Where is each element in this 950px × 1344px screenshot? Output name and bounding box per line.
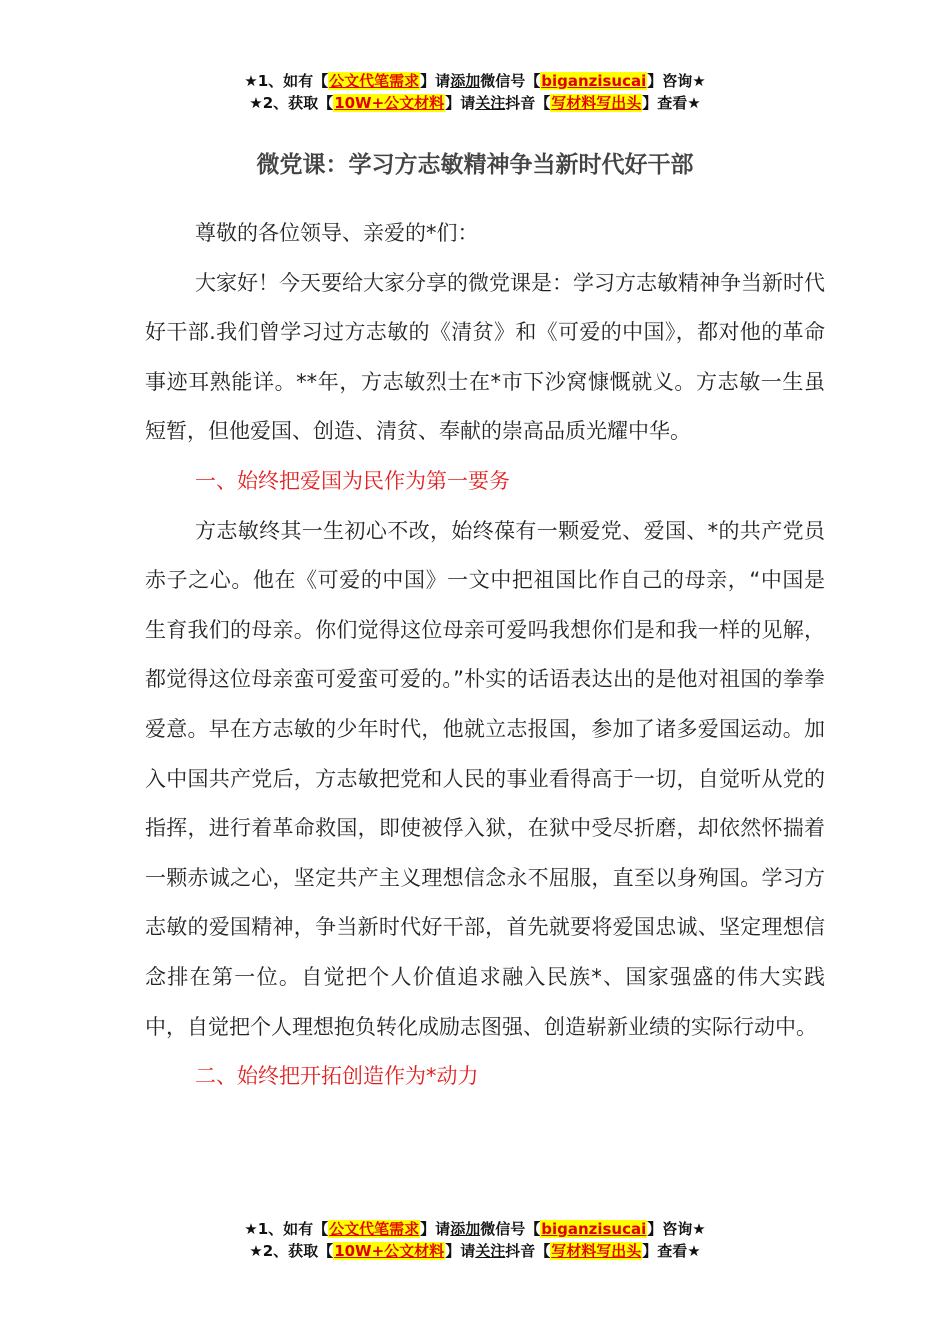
- banner-text: ★2、获取【: [249, 94, 334, 112]
- banner-underlined: 关注: [475, 1242, 506, 1260]
- banner-text: 】请: [420, 72, 451, 90]
- banner-line-1: [0, 1218, 950, 1240]
- banner-text: ★1、如有【: [244, 1220, 329, 1238]
- banner-text: 】咨询★: [647, 1220, 706, 1238]
- banner-underlined: 关注: [475, 94, 506, 112]
- banner-highlight: 10W+公文材料: [334, 1242, 445, 1260]
- banner-text: 微信号【: [480, 1220, 541, 1238]
- banner-text: 】查看★: [642, 94, 701, 112]
- banner-line-2: [0, 92, 950, 114]
- banner-line-2: [0, 1240, 950, 1262]
- banner-text: ★1、如有【: [244, 72, 329, 90]
- header-banner: [0, 70, 950, 114]
- banner-highlight: biganzisucai: [541, 72, 647, 90]
- banner-text: 微信号【: [480, 72, 541, 90]
- banner-text: 抖音【: [505, 94, 551, 112]
- intro-paragraph: 大家好！今天要给大家分享的微党课是：学习方志敏精神争当新时代好干部.我们曾学习过方志敏的《清贫》和《可爱的中国》，都对他的革命事迹耳熟能详。**年，方志敏烈士在*市下沙窝慷慨就义。方志敏一生虽短暂，但他爱国、创造、清贫、奉献的崇高品质光耀中华。: [145, 270, 825, 444]
- banner-highlight: biganzisucai: [541, 1220, 647, 1238]
- banner-text: 抖音【: [505, 1242, 551, 1260]
- document-body: [145, 209, 825, 1102]
- section-1-paragraph: 方志敏终其一生初心不改，始终葆有一颗爱党、爱国、*的共产党员赤子之心。他在《可爱的中国》一文中把祖国比作自己的母亲，“中国是生育我们的母亲。你们觉得这位母亲可爱吗我想你们是和我一样的见解，都觉得这位母亲蛮可爱蛮可爱的。”朴实的话语表达出的是他对祖国的拳拳爱意。早在方志敏的少年时代，他就立志报国，参加了诸多爱国运动。加入中国共产党后，方志敏把党和人民的事业看得高于一切，自觉听从党的指挥，进行着革命救国，即使被俘入狱，在狱中受尽折磨，却依然怀揣着一颗赤诚之心，坚定共产主义理想信念永不屈服，直至以身殉国。学习方志敏的爱国精神，争当新时代好干部，首先就要将爱国忠诚、坚定理想信念排在第一位。自觉把个人价值追求融入民族*、国家强盛的伟大实践中，自觉把个人理想抱负转化成励志图强、创造崭新业绩的实际行动中。: [145, 518, 825, 1039]
- banner-text: 】请: [445, 94, 476, 112]
- banner-text: 】请: [420, 1220, 451, 1238]
- banner-text: 】请: [445, 1242, 476, 1260]
- document-title: 微党课：学习方志敏精神争当新时代好干部: [256, 152, 694, 178]
- section-heading-2: 二、始终把开拓创造作为*动力: [195, 1064, 479, 1089]
- banner-text: 】咨询★: [647, 72, 706, 90]
- banner-line-1: [0, 70, 950, 92]
- banner-text: ★2、获取【: [249, 1242, 334, 1260]
- banner-text: 】查看★: [642, 1242, 701, 1260]
- banner-highlight: 公文代笔需求: [329, 72, 420, 90]
- banner-underlined: 添加: [450, 1220, 481, 1238]
- banner-highlight: 写材料写出头: [551, 1242, 642, 1260]
- banner-highlight: 写材料写出头: [551, 94, 642, 112]
- footer-banner: [0, 1218, 950, 1262]
- banner-underlined: 添加: [450, 72, 481, 90]
- banner-highlight: 公文代笔需求: [329, 1220, 420, 1238]
- salutation-paragraph: 尊敬的各位领导、亲爱的*们：: [195, 221, 479, 245]
- section-heading-1: 一、始终把爱国为民作为第一要务: [195, 468, 510, 493]
- banner-highlight: 10W+公文材料: [334, 94, 445, 112]
